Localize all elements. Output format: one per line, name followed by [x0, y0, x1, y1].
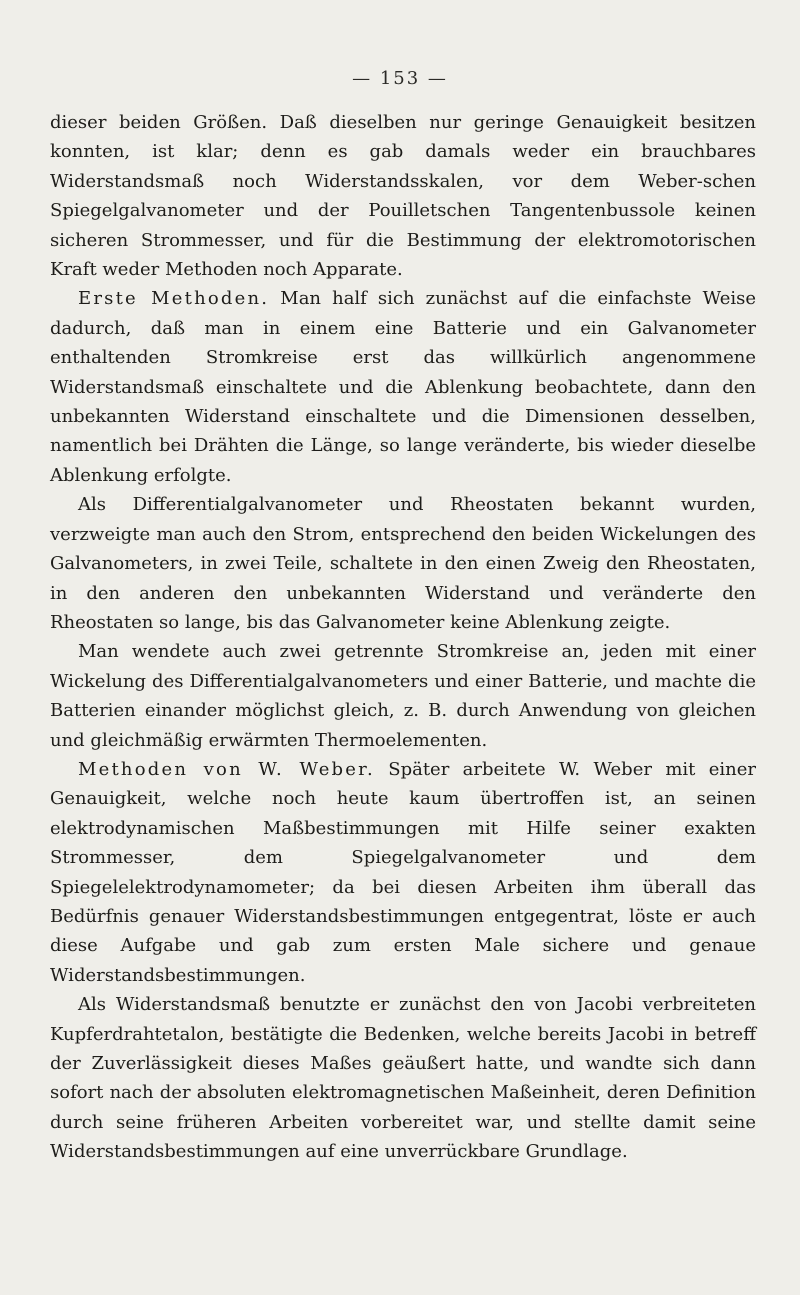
- paragraph-2-text: Man half sich zunächst auf die einfachste Weise dadurch, daß man in einem eine Batterie und ein Galvanometer enthaltenden Stromkreise erst das willkürlich angenommene Widerstandsmaß einschaltete und die Ablenkung beobachtete, dann den unbekannten Widerstand einschaltete und die Dimensionen desselben, namentlich bei Drähten die Länge, so lange veränderte, bis wieder dieselbe Ablenkung erfolgte.: [50, 288, 756, 486]
- paragraph-3: [50, 490, 756, 637]
- paragraph-2: [50, 284, 756, 490]
- section-heading-methoden-weber: Methoden von W. Weber.: [78, 758, 375, 780]
- paragraph-6-text: Als Widerstandsmaß benutzte er zunächst den von Jacobi verbreiteten Kupferdrahtetalon, bestätigte die Bedenken, welche bereits Jacobi in betreff der Zuverlässigkeit dieses Maßes geäußert hatte, und wandte sich dann sofort nach der absoluten elektromagnetischen Maßeinheit, deren Definition durch seine früheren Arbeiten vorbereitet war, und stellte damit seine Widerstandsbestimmungen auf eine unverrückbare Grundlage.: [50, 994, 756, 1163]
- paragraph-5-text: Später arbeitete W. Weber mit einer Genauigkeit, welche noch heute kaum übertroffen ist, an seinen elektrodynamischen Maßbestimmungen mit Hilfe seiner exakten Strommesser, dem Spiegelgalvanometer und dem Spiegelelektrodynamometer; da bei diesen Arbeiten ihm überall das Bedürfnis genauer Widerstandsbestimmungen entgegentrat, löste er auch diese Aufgabe und gab zum ersten Male sichere und genaue Widerstandsbestimmungen.: [50, 758, 756, 986]
- text-body: [50, 66, 756, 1167]
- paragraph-1: [50, 108, 756, 284]
- paragraph-4-text: Man wendete auch zwei getrennte Stromkreise an, jeden mit einer Wickelung des Differentialgalvanometers und einer Batterie, und machte die Batterien einander möglichst gleich, z. B. durch Anwendung von gleichen und gleichmäßig erwärmten Thermoelementen.: [50, 641, 756, 751]
- paragraph-3-text: Als Differentialgalvanometer und Rheostaten bekannt wurden, verzweigte man auch den Strom, entsprechend den beiden Wickelungen des Galvanometers, in zwei Teile, schaltete in den einen Zweig den Rheostaten, in den anderen den unbekannten Widerstand und veränderte den Rheostaten so lange, bis das Galvanometer keine Ablenkung zeigte.: [50, 494, 756, 633]
- section-heading-erste-methoden: Erste Methoden.: [78, 288, 270, 310]
- paragraph-4: [50, 637, 756, 755]
- paragraph-6: [50, 990, 756, 1166]
- paragraph-5: [50, 755, 756, 990]
- paragraph-1-text: dieser beiden Größen. Daß dieselben nur geringe Genauigkeit besitzen konnten, ist klar; denn es gab damals weder ein brauchbares Widerstandsmaß noch Widerstandsskalen, vor dem Weber-schen Spiegelgalvanometer und der Pouilletschen Tangentenbussole keinen sicheren Strommesser, und für die Bestimmung der elektromotorischen Kraft weder Methoden noch Apparate.: [50, 112, 756, 281]
- page-number: — 153 —: [352, 68, 448, 89]
